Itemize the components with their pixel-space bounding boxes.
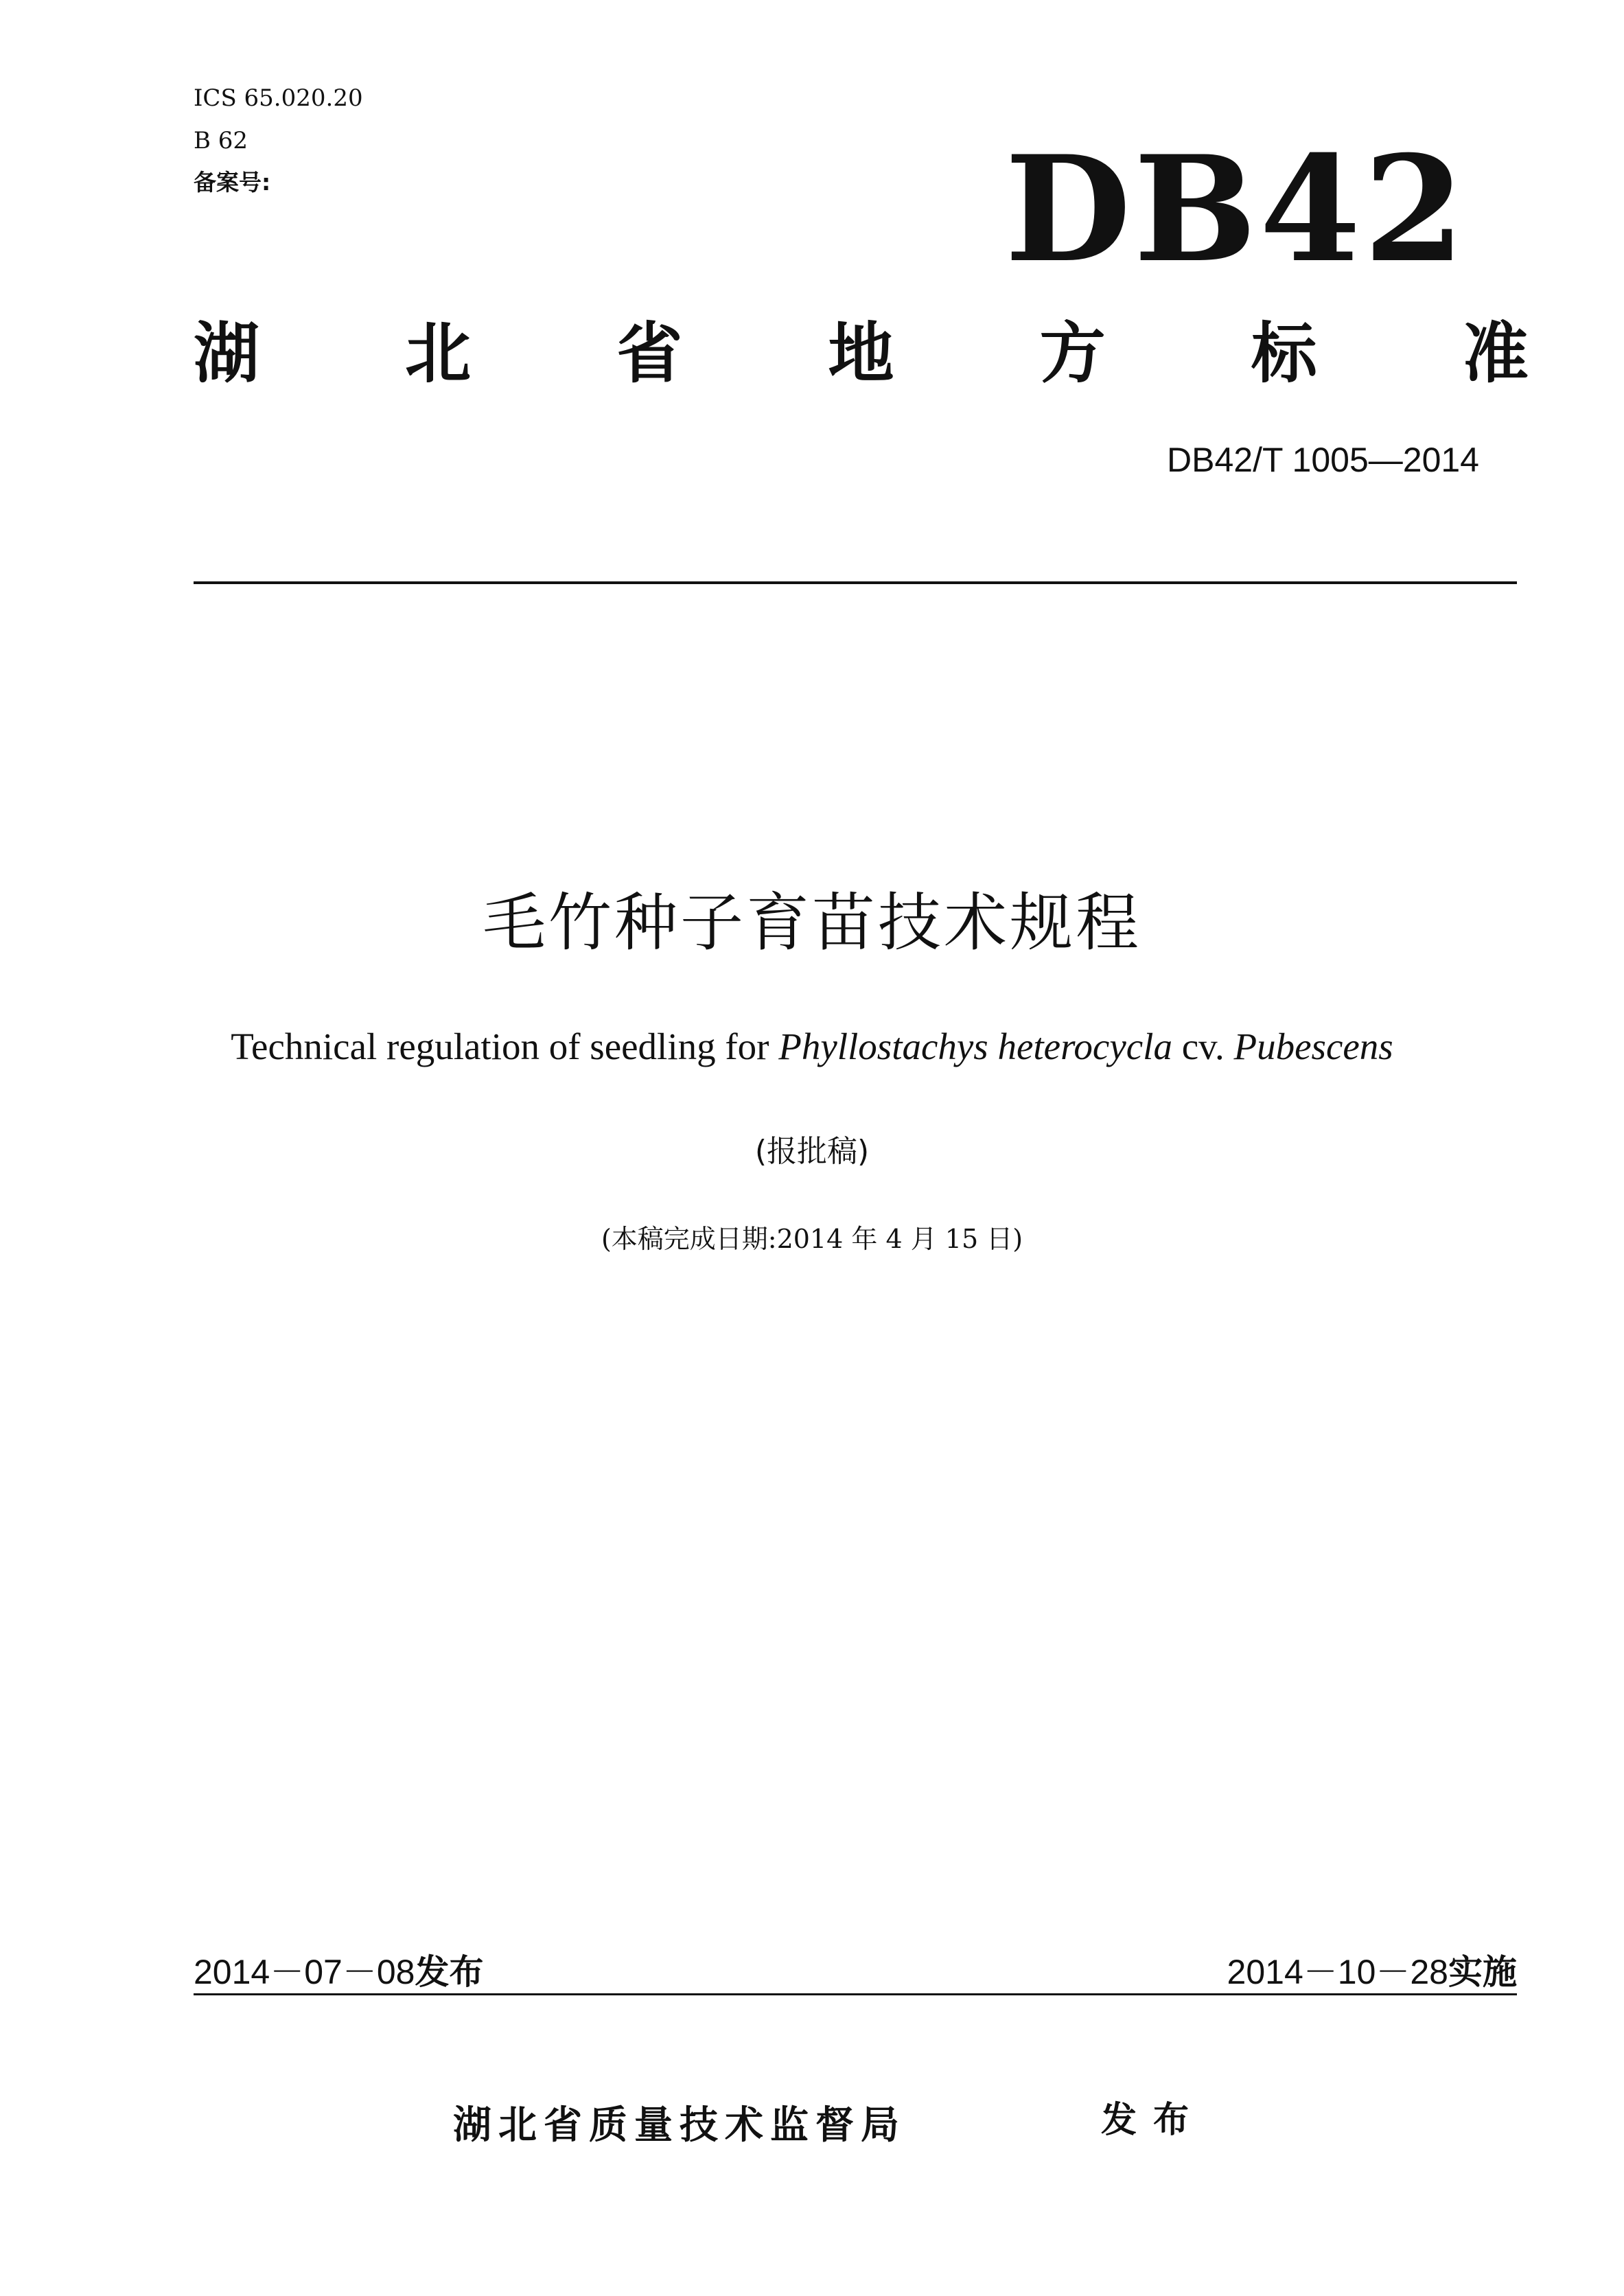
standard-logo: DB42 — [1004, 124, 1468, 294]
title-en-cultivar: Pubescens — [1233, 1025, 1393, 1067]
standard-type-char: 准 — [1462, 315, 1529, 392]
standard-type-heading — [194, 309, 1529, 398]
issue-label: 发布 — [1101, 2100, 1206, 2141]
header-divider — [194, 581, 1517, 584]
title-en-text: cv. — [1172, 1025, 1234, 1067]
footer-divider — [194, 1993, 1517, 1995]
implementation-date-label: 实施 — [1448, 1952, 1517, 1992]
implementation-date-value: 2014－10－28 — [1227, 1953, 1448, 1991]
title-en-text: Technical regulation of seedling for — [231, 1025, 779, 1067]
draft-status: (报批稿) — [754, 1134, 870, 1169]
standard-type-char: 湖 — [194, 315, 259, 392]
document-title-chinese: 毛竹种子育苗技术规程 — [482, 886, 1141, 960]
draft-completion-date: (本稿完成日期:2014 年 4 月 15 日) — [601, 1224, 1023, 1254]
classification-code: B 62 — [194, 127, 248, 154]
publish-date-value: 2014－07－08 — [194, 1953, 415, 1991]
implementation-date — [1227, 1951, 1517, 1993]
title-en-species: Phyllostachys heterocycla — [778, 1025, 1172, 1067]
standard-type-char: 方 — [1039, 315, 1106, 392]
issuing-authority: 湖北省质量技术监督局 — [453, 2103, 906, 2148]
publish-date — [194, 1951, 483, 1993]
standard-type-char: 省 — [616, 315, 683, 392]
document-title-english — [0, 1023, 1624, 1071]
standard-number: DB42/T 1005—2014 — [1167, 441, 1479, 479]
publish-date-label: 发布 — [415, 1952, 484, 1992]
standard-type-char: 标 — [1251, 315, 1317, 392]
standard-type-char: 北 — [405, 315, 472, 392]
filing-number-label: 备案号: — [194, 169, 271, 196]
standard-type-char: 地 — [828, 315, 894, 392]
ics-code: ICS 65.020.20 — [194, 84, 363, 112]
